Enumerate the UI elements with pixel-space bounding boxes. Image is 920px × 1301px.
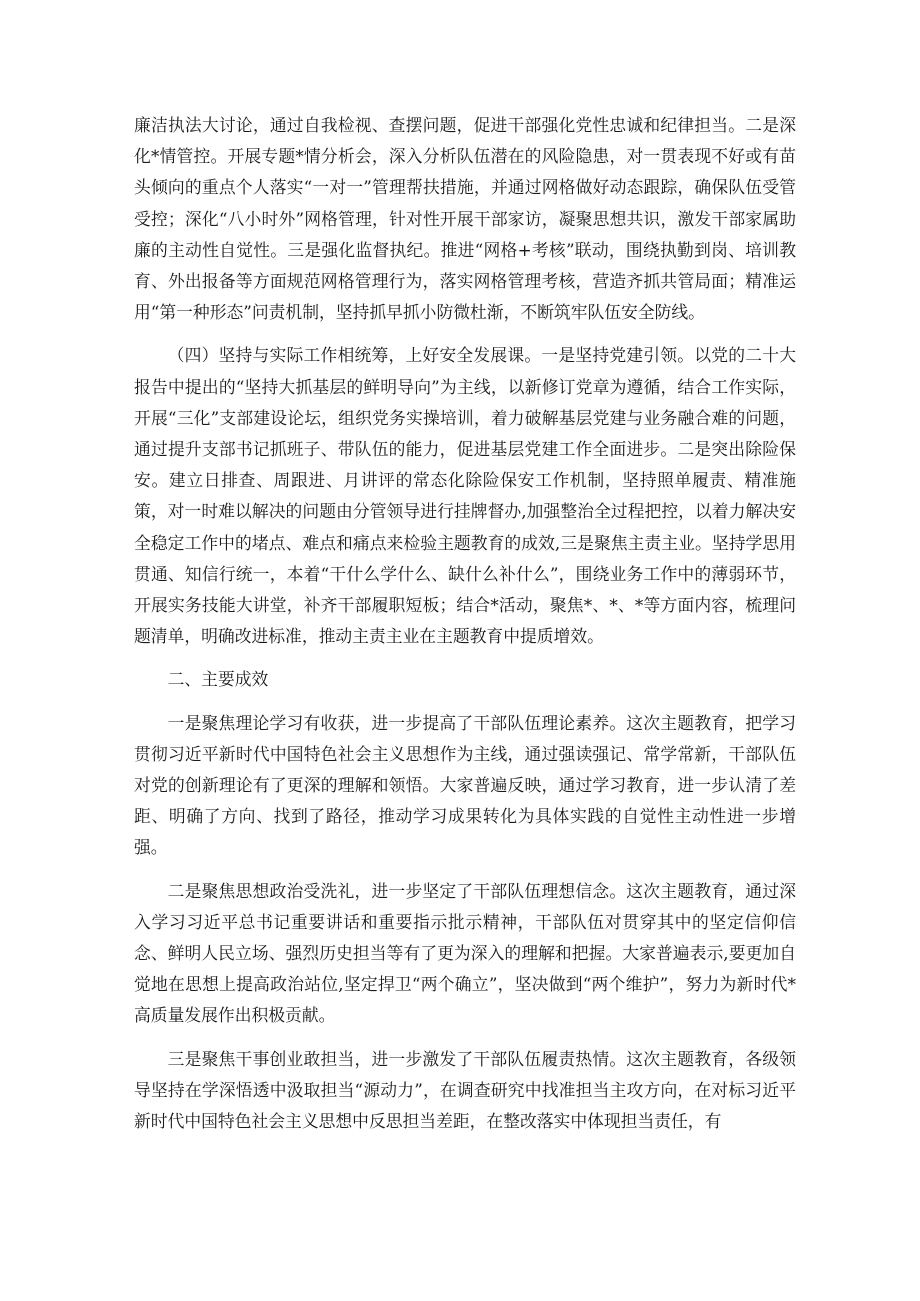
paragraph-responsibility: 三是聚焦干事创业敢担当，进一步激发了干部队伍履责热情。这次主题教育，各级领导坚持在学深悟透中汲取担当“源动力”，在调查研究中找准担当主攻方向，在对标习近平新时代中国特色社会主义思想中反思担当差距，在整改落实中体现担当责任，有: [134, 1048, 796, 1132]
paragraph-ideological-politics: 二是聚焦思想政治受洗礼，进一步坚定了干部队伍理想信念。这次主题教育，通过深入学习习近平总书记重要讲话和重要指示批示精神，干部队伍对贯穿其中的坚定信仰信念、鲜明人民立场、强烈历史担当等有了更为深入的理解和把握。大家普遍表示,要更加自觉地在思想上提高政治站位,坚定捍卫“两个确立”，坚决做到“两个维护”，努力为新时代*高质量发展作出积极贡献。: [134, 880, 796, 1026]
paragraph-theory-study: 一是聚焦理论学习有收获，进一步提高了干部队伍理论素养。这次主题教育，把学习贯彻习近平新时代中国特色社会主义思想作为主线，通过强读强记、常学常新，干部队伍对党的创新理论有了更深的理解和领悟。大家普遍反映，通过学习教育，进一步认清了差距、明确了方向、找到了路径，推动学习成果转化为具体实践的自觉性主动性进一步增强。: [134, 712, 796, 858]
section-heading-main-results: 二、主要成效: [167, 669, 269, 690]
paragraph-section-four-safety: （四）坚持与实际工作相统筹，上好安全发展课。一是坚持党建引领。以党的二十大报告中提出的“坚持大抓基层的鲜明导向”为主线，以新修订党章为遵循，结合工作实际，开展“三化”支部建设论坛，组织党务实操培训，着力破解基层党建与业务融合难的问题，通过提升支部书记抓班子、带队伍的能力，促进基层党建工作全面进步。二是突出除险保安。建立日排查、周跟进、月讲评的常态化除险保安工作机制，坚持照单履责、精准施策，对一时难以解决的问题由分管领导进行挂牌督办,加强整治全过程把控，以着力解决安全稳定工作中的堵点、难点和痛点来检验主题教育的成效,三是聚焦主责主业。坚持学思用贯通、知信行统一，本着“干什么学什么、缺什么补什么”，围绕业务工作中的薄弱环节，开展实务技能大讲堂，补齐干部履职短板；结合*活动，聚焦*、*、*等方面内容，梳理问题清单，明确改进标准，推动主责主业在主题教育中提质增效。: [134, 345, 796, 647]
document-body: [134, 110, 796, 1149]
paragraph-discipline-supervision: 廉洁执法大讨论，通过自我检视、查摆问题，促进干部强化党性忠诚和纪律担当。二是深化*情管控。开展专题*情分析会，深入分析队伍潜在的风险隐患，对一贯表现不好或有苗头倾向的重点个人落实“一对一”管理帮扶措施，并通过网格做好动态跟踪，确保队伍受管受控；深化“八小时外”网格管理，针对性开展干部家访，凝聚思想共识，激发干部家属助廉的主动性自觉性。三是强化监督执纪。推进“网格+考核”联动，围绕执勤到岗、培训教育、外出报备等方面规范网格管理行为，落实网格管理考核，营造齐抓共管局面；精准运用“第一种形态”问责机制，坚持抓早抓小防微杜渐，不断筑牢队伍安全防线。: [134, 115, 796, 323]
